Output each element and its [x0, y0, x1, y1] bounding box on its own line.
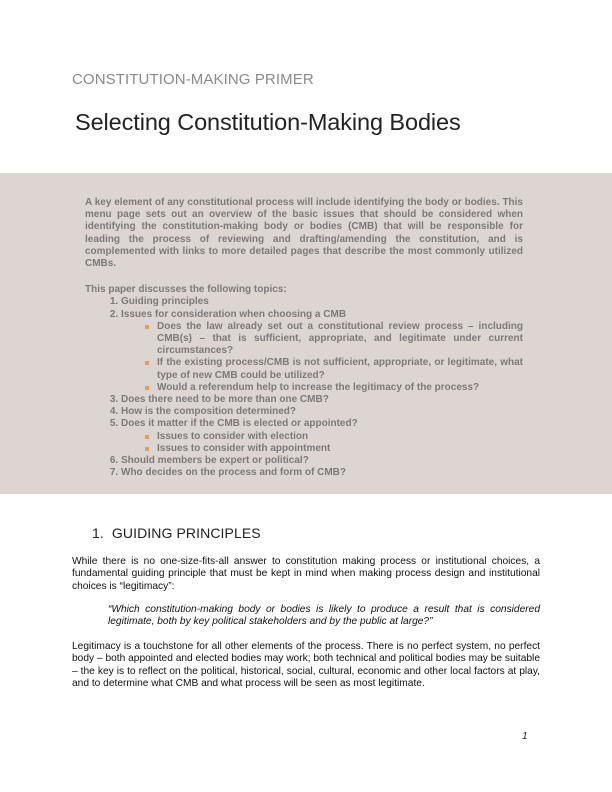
- subtopic-item: If the existing process/CMB is not sufficient, appropriate, or legitimate, what type of new CMB could be utilized?: [157, 357, 523, 381]
- topic-item: [121, 406, 523, 418]
- topic-item: [121, 309, 523, 394]
- subtopic-item: Does the law already set out a constitutional review process – including CMB(s) – that is sufficient, appropriate, and legitimate under current circumstances?: [157, 320, 523, 357]
- topic-label: Does it matter if the CMB is elected or appointed?: [121, 418, 358, 430]
- subtopic-item: Issues to consider with appointment: [157, 443, 523, 455]
- topic-item: [121, 296, 523, 308]
- section-title: GUIDING PRINCIPLES: [111, 525, 261, 541]
- section-heading: [92, 525, 261, 541]
- topics-list: [85, 296, 523, 479]
- topic-item: [121, 394, 523, 406]
- document-kicker: CONSTITUTION-MAKING PRIMER: [72, 71, 314, 88]
- topic-label: Who decides on the process and form of CMB?: [121, 467, 347, 479]
- topic-label: Does there need to be more than one CMB?: [121, 394, 329, 406]
- block-quote: “Which constitution-making body or bodies is likely to produce a result that is considered legitimate, both by key political stakeholders and by the public at large?”: [108, 604, 540, 628]
- topic-label: How is the composition determined?: [121, 406, 297, 418]
- topic-label: Guiding principles: [121, 296, 209, 308]
- summary-content: [85, 197, 523, 479]
- summary-intro: A key element of any constitutional process will include identifying the body or bodies. This menu page sets out an overview of the basic issues that should be considered when identifying the constitution-making body or bodies (CMB) that will be responsible for leading the process of reviewing and drafting/amending the constitution, and is complemented with links to more detailed pages that describe the most commonly utilized CMBs.: [85, 197, 523, 270]
- topic-item: [121, 418, 523, 455]
- subtopic-list: [121, 321, 523, 394]
- section-number: 1.: [92, 525, 104, 541]
- topics-lead: This paper discusses the following topics:: [85, 284, 287, 296]
- topic-label: Issues for consideration when choosing a CMB: [121, 308, 347, 320]
- page-number: 1: [522, 731, 528, 742]
- summary-box: [0, 173, 612, 494]
- subtopic-item: Issues to consider with election: [157, 431, 523, 443]
- subtopic-list: [121, 431, 523, 455]
- topic-label: Should members be expert or political?: [121, 455, 309, 467]
- body-paragraph: Legitimacy is a touchstone for all other elements of the process. There is no perfect system, no perfect body – both appointed and elected bodies may work; both technical and political bodies may be suitable – the key is to reflect on the political, historical, social, cultural, economic and other local factors at play, and to determine what CMB and what process will be seen as most legitimate.: [72, 641, 540, 690]
- document-title: Selecting Constitution-Making Bodies: [75, 109, 461, 135]
- topic-item: [121, 467, 523, 479]
- subtopic-item: Would a referendum help to increase the legitimacy of the process?: [157, 382, 523, 394]
- body-paragraph: While there is no one-size-fits-all answer to constitution making process or institutional choices, a fundamental guiding principle that must be kept in mind when making process design and institutional choices is “legitimacy”:: [72, 556, 540, 592]
- topic-item: [121, 455, 523, 467]
